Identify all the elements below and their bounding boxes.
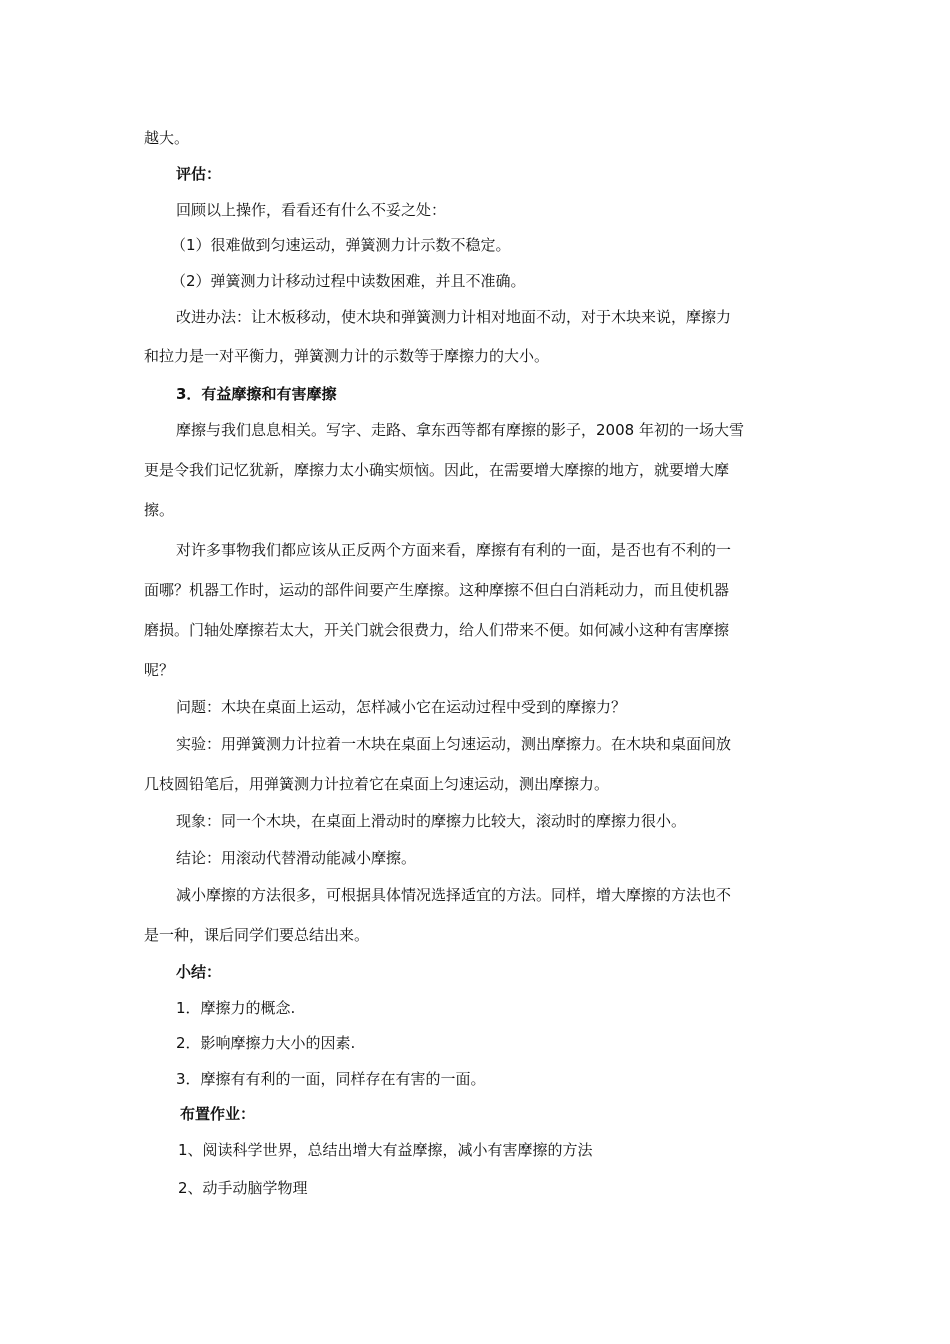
paragraph-line: 更是令我们记忆犹新，摩擦力太小确实烦恼。因此，在需要增大摩擦的地方，就要增大摩 (144, 461, 730, 479)
list-item: 2．影响摩擦力大小的因素. (176, 1034, 356, 1052)
section-heading-friction: 3．有益摩擦和有害摩擦 (176, 385, 337, 403)
paragraph-line: 对许多事物我们都应该从正反两个方面来看，摩擦有有利的一面，是否也有不利的一 (176, 541, 732, 559)
paragraph-line: 呢？ (144, 661, 175, 679)
paragraph-line: 几枝圆铅笔后，用弹簧测力计拉着它在桌面上匀速运动，测出摩擦力。 (144, 775, 610, 793)
paragraph-line: 是一种，课后同学们要总结出来。 (144, 926, 370, 944)
paragraph-line: 问题：木块在桌面上运动，怎样减小它在运动过程中受到的摩擦力？ (176, 698, 627, 716)
list-item: （1）很难做到匀速运动，弹簧测力计示数不稳定。 (171, 236, 511, 254)
paragraph-line: 减小摩擦的方法很多，可根据具体情况选择适宜的方法。同样，增大摩擦的方法也不 (176, 886, 732, 904)
paragraph-line: 结论：用滚动代替滑动能减小摩擦。 (176, 849, 417, 867)
paragraph-line: 面哪？机器工作时，运动的部件间要产生摩擦。这种摩擦不但白白消耗动力，而且使机器 (144, 581, 730, 599)
section-heading-evaluation: 评估： (176, 165, 222, 183)
list-item: 1、阅读科学世界，总结出增大有益摩擦，减小有害摩擦的方法 (178, 1141, 593, 1159)
paragraph-line: 回顾以上操作，看看还有什么不妥之处： (176, 201, 447, 219)
paragraph-line: 摩擦与我们息息相关。写字、走路、拿东西等都有摩擦的影子，2008 年初的一场大雪 (176, 421, 744, 439)
paragraph-line: 擦。 (144, 501, 175, 519)
paragraph-line: 磨损。门轴处摩擦若太大，开关门就会很费力，给人们带来不便。如何减小这种有害摩擦 (144, 621, 730, 639)
section-heading-homework: 布置作业： (180, 1105, 256, 1123)
list-item: （2）弹簧测力计移动过程中读数困难，并且不准确。 (171, 272, 526, 290)
paragraph-line: 实验：用弹簧测力计拉着一木块在桌面上匀速运动，测出摩擦力。在木块和桌面间放 (176, 735, 732, 753)
paragraph-line: 改进办法：让木板移动，使木块和弹簧测力计相对地面不动，对于木块来说，摩擦力 (176, 308, 732, 326)
paragraph-line: 越大。 (144, 129, 190, 147)
paragraph-line: 和拉力是一对平衡力，弹簧测力计的示数等于摩擦力的大小。 (144, 347, 550, 365)
paragraph-line: 现象：同一个木块，在桌面上滑动时的摩擦力比较大，滚动时的摩擦力很小。 (176, 812, 687, 830)
list-item: 2、动手动脑学物理 (178, 1179, 308, 1197)
section-heading-summary: 小结： (176, 963, 222, 981)
list-item: 3．摩擦有有利的一面，同样存在有害的一面。 (176, 1070, 486, 1088)
list-item: 1．摩擦力的概念. (176, 999, 296, 1017)
